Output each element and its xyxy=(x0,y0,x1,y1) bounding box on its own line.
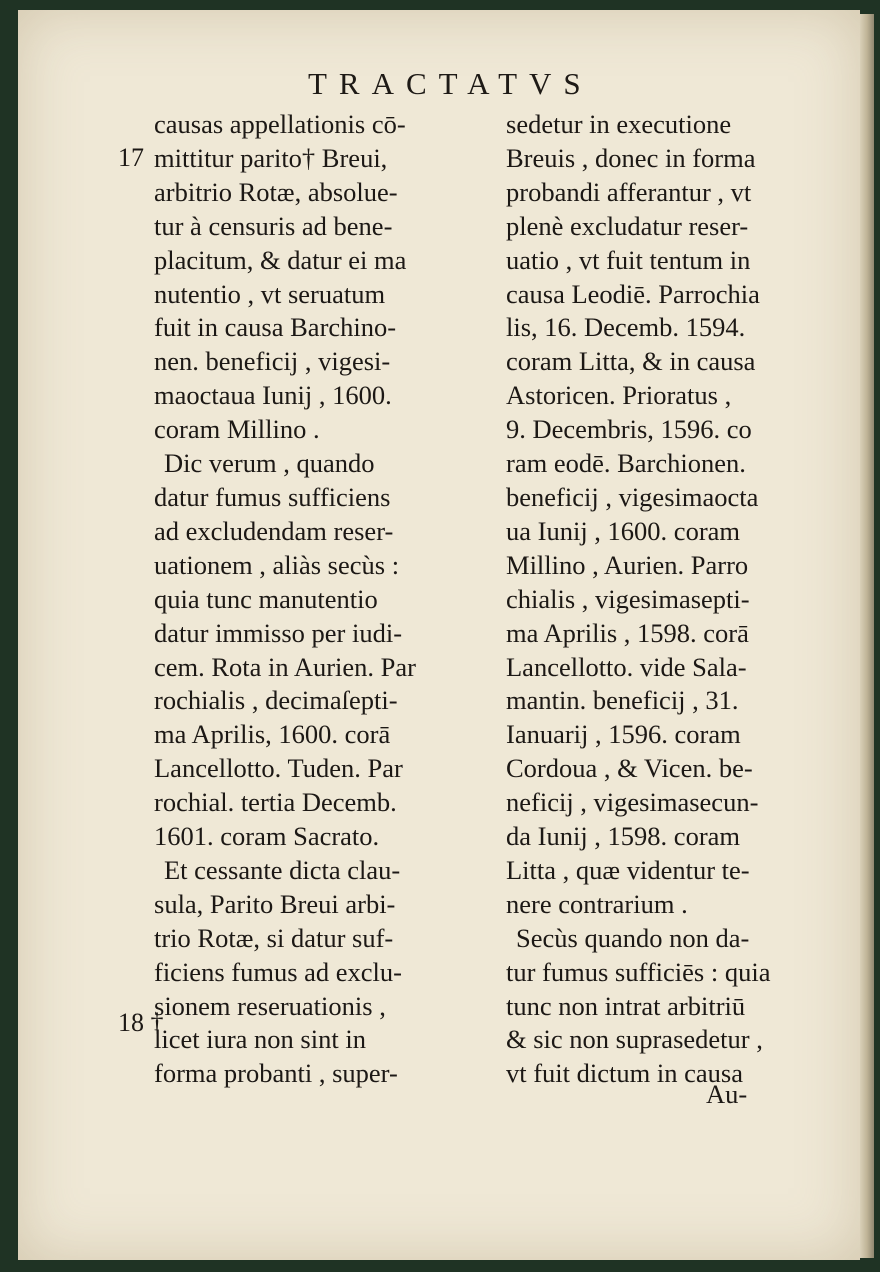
text-line: mantin. beneficij , 31. xyxy=(506,685,739,716)
text-line: nutentio , vt seruatum xyxy=(154,278,386,309)
text-line: Dic verum , quando xyxy=(164,448,375,479)
text-line: cem. Rota in Aurien. Par xyxy=(154,651,416,682)
text-line: uatio , vt fuit tentum in xyxy=(506,244,751,275)
text-line: da Iunij , 1598. coram xyxy=(506,821,741,852)
text-line: coram Litta, & in causa xyxy=(506,346,756,377)
text-line: ram eodē. Barchionen. xyxy=(506,448,746,479)
text-line: datur fumus sufficiens xyxy=(154,481,391,512)
text-line: vt fuit dictum in causa xyxy=(506,1058,743,1089)
text-line: Ianuarij , 1596. coram xyxy=(506,719,741,750)
text-line: arbitrio Rotæ, absolue- xyxy=(154,176,398,207)
text-line: Astoricen. Prioratus , xyxy=(506,380,732,411)
text-line: Secùs quando non da- xyxy=(516,922,750,953)
text-line: rochial. tertia Decemb. xyxy=(154,787,397,818)
text-line: 9. Decembris, 1596. co xyxy=(506,414,752,445)
margin-number-17: 17 xyxy=(118,143,144,172)
text-line: ficiens fumus ad exclu- xyxy=(154,956,402,987)
page-edge xyxy=(860,14,874,1258)
text-line: probandi afferantur , vt xyxy=(506,176,752,207)
text-line: causas appellationis cō- xyxy=(154,109,406,139)
text-line: Et cessante dicta clau- xyxy=(164,854,401,885)
text-line: Cordoua , & Vicen. be- xyxy=(506,753,753,784)
catchword: Au- xyxy=(706,1079,748,1109)
text-line: beneficij , vigesimaocta xyxy=(506,481,759,512)
text-line: Litta , quæ videntur te- xyxy=(506,854,750,885)
text-line: Lancellotto. vide Sala- xyxy=(506,651,747,682)
text-line: ma Aprilis, 1600. corā xyxy=(154,719,391,750)
running-title: TRACTATVS xyxy=(308,66,593,101)
text-line: sula, Parito Breui arbi- xyxy=(154,888,396,919)
text-line: placitum, & datur ei ma xyxy=(154,244,407,275)
text-line: uationem , aliàs secùs : xyxy=(154,549,400,580)
text-line: ua Iunij , 1600. coram xyxy=(506,515,741,546)
text-line: nen. beneficij , vigesi- xyxy=(154,346,391,377)
text-line: chialis , vigesimasepti- xyxy=(506,583,750,614)
text-line: neficij , vigesimasecun- xyxy=(506,787,759,818)
text-line: licet iura non sint in xyxy=(154,1024,366,1055)
right-text-column xyxy=(506,108,806,1091)
text-line: sionem reseruationis , xyxy=(154,990,386,1021)
text-line: Lancellotto. Tuden. Par xyxy=(154,753,403,784)
text-line: trio Rotæ, si datur suf- xyxy=(154,922,394,953)
text-line: maoctaua Iunij , 1600. xyxy=(154,380,392,411)
text-line: tur à censuris ad bene- xyxy=(154,210,393,241)
text-line: causa Leodiē. Parrochia xyxy=(506,278,760,309)
margin-number-18: 18 † xyxy=(118,1008,164,1037)
text-line: & sic non suprasedetur , xyxy=(506,1024,763,1055)
text-line: Millino , Aurien. Parro xyxy=(506,549,749,580)
text-line: quia tunc manutentio xyxy=(154,583,378,614)
text-line: coram Millino . xyxy=(154,414,320,445)
text-line: nere contrarium . xyxy=(506,888,688,919)
text-line: forma probanti , super- xyxy=(154,1058,398,1089)
text-line: plenè excludatur reser- xyxy=(506,210,749,241)
text-line: Breuis , donec in forma xyxy=(506,142,756,173)
left-text-column xyxy=(154,108,454,1091)
text-line: datur immisso per iudi- xyxy=(154,617,403,648)
text-line: sedetur in executione xyxy=(506,109,732,139)
text-line: fuit in causa Barchino- xyxy=(154,312,397,343)
text-line: mittitur parito† Breui, xyxy=(154,142,388,173)
text-line: 1601. coram Sacrato. xyxy=(154,821,380,852)
text-line: ad excludendam reser- xyxy=(154,515,394,546)
text-line: lis, 16. Decemb. 1594. xyxy=(506,312,746,343)
text-line: tunc non intrat arbitriū xyxy=(506,990,746,1021)
text-line: ma Aprilis , 1598. corā xyxy=(506,617,749,648)
text-line: rochialis , decimaſepti- xyxy=(154,685,398,716)
text-line: tur fumus sufficiēs : quia xyxy=(506,956,771,987)
